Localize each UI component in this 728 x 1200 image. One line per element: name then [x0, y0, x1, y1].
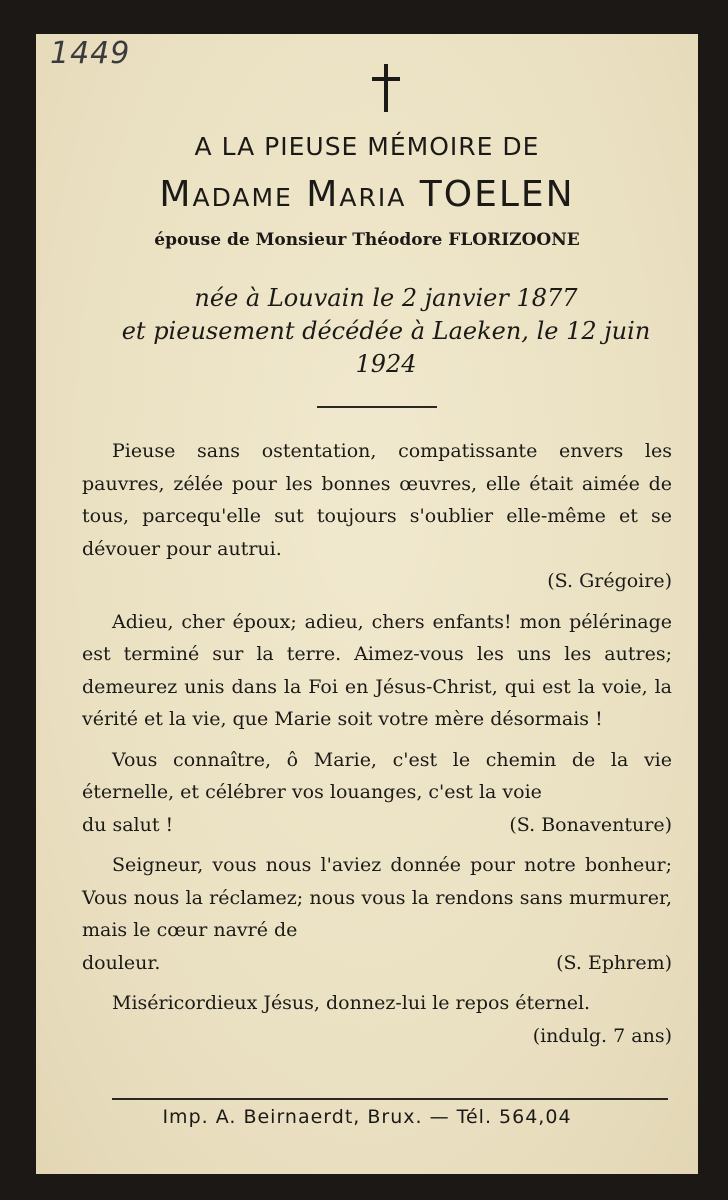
memorial-card: [36, 34, 698, 1174]
paragraph-source: (S. Bonaventure): [509, 813, 672, 836]
deceased-name: [36, 174, 698, 215]
prayer-text: [82, 435, 672, 1060]
paragraph-tail: du salut !: [82, 813, 174, 836]
paragraph-text: Miséricordieux Jésus, donnez-lui le repos éternel.: [112, 992, 591, 1014]
memorial-heading: A LA PIEUSE MÉMOIRE DE: [194, 132, 540, 161]
cross-icon: [372, 64, 400, 114]
paragraph-farewell: [82, 606, 672, 736]
paragraph-tail: douleur.: [82, 951, 161, 974]
paragraph-last-line: [82, 947, 672, 980]
divider: [317, 406, 437, 408]
name-prefix: Madame Maria: [159, 174, 407, 215]
paragraph-text: Seigneur, vous nous l'aviez donnée pour notre bonheur; Vous nous la réclamez; nous vous la rendons sans murmurer, mais le cœur navré de: [82, 854, 672, 941]
paragraph-gregoire: [82, 435, 672, 598]
dates-block: [86, 282, 686, 381]
death-year: 1924: [355, 350, 417, 378]
spouse-line: épouse de Monsieur Théodore FLORIZOONE: [154, 230, 580, 250]
paragraph-source: (S. Ephrem): [556, 951, 672, 974]
birth-line: née à Louvain le 2 janvier 1877: [194, 284, 578, 312]
paragraph-text: Adieu, cher époux; adieu, chers enfants! mon pélérinage est terminé sur la terre. Aimez-vous les uns les autres; demeurez unis dans la Foi en Jésus-Christ, qui est la voie, la vérité et la vie, que Marie soit votre mère désormais !: [82, 610, 672, 730]
handwritten-number: 1449: [50, 36, 131, 71]
paragraph-text: Vous connaître, ô Marie, c'est le chemin de la vie éternelle, et célébrer vos louanges, c'est la voie: [82, 748, 672, 803]
paragraph-text: Pieuse sans ostentation, compatissante envers les pauvres, zélée pour les bonnes œuvres, elle était aimée de tous, parcequ'elle sut toujours s'oublier elle-même et se dévouer pour autrui.: [82, 440, 672, 560]
paragraph-source: (indulg. 7 ans): [532, 1024, 672, 1047]
paragraph-ephrem: [82, 849, 672, 979]
paragraph-prayer: [82, 987, 672, 1052]
paragraph-source: (S. Grégoire): [547, 570, 672, 592]
death-line: et pieusement décédée à Laeken, le 12 juin: [121, 317, 651, 345]
paragraph-bonaventure: [82, 744, 672, 842]
paragraph-last-line: [82, 809, 672, 842]
footer-divider: [112, 1098, 668, 1100]
name-surname: TOELEN: [419, 174, 575, 215]
printer-footer: Imp. A. Beirnaerdt, Brux. — Tél. 564,04: [162, 1106, 572, 1128]
